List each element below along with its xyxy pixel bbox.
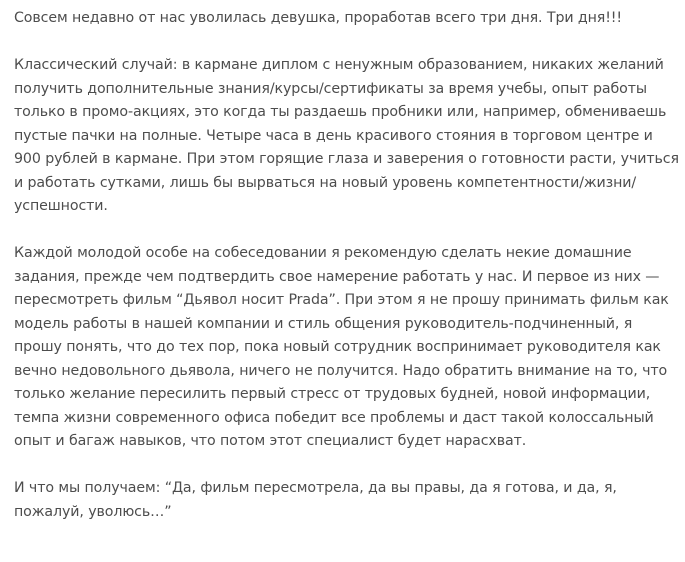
paragraph-intro — [14, 7, 678, 31]
text-line: опыт и багаж навыков, что потом этот специалист будет нарасхват. — [14, 433, 527, 449]
text-line: Каждой молодой особе на собеседовании я рекомендую сделать некие домашние — [14, 245, 632, 261]
text-line: Классический случай: в кармане диплом с ненужным образованием, никаких желаний — [14, 57, 664, 73]
text-line: темпа жизни современного офиса победит все проблемы и даст такой колоссальный — [14, 409, 654, 426]
text-line: только желание пересилить первый стресс от трудовых будней, новой информации, — [14, 386, 651, 402]
paragraph-classic-case — [14, 54, 678, 219]
text-line: прошу понять, что до тех пор, пока новый сотрудник воспринимает руководителя как — [14, 339, 661, 355]
text-line: и работать сутками, лишь бы вырваться на новый уровень компетентности/жизни/ — [14, 174, 637, 191]
text-line: 900 рублей в кармане. При этом горящие глаза и заверения о готовности расти, учиться — [14, 151, 679, 167]
text-line: пустые пачки на полные. Четыре часа в день красивого стояния в торговом центре и — [14, 127, 653, 144]
paragraph-conclusion — [14, 477, 678, 524]
text-line: Совсем недавно от нас уволилась девушка, проработав всего три дня. Три дня!!! — [14, 10, 622, 26]
text-line: только в промо-акциях, это когда ты раздаешь пробники или, например, обмениваешь — [14, 104, 667, 120]
text-line: И что мы получаем: “Да, фильм пересмотрела, да вы правы, да я готова, и да, я, — [14, 480, 617, 496]
paragraph-interview-advice — [14, 242, 678, 454]
text-line: модель работы в нашей компании и стиль общения руководитель-подчиненный, я — [14, 315, 633, 332]
text-line: вечно недовольного дьявола, ничего не получится. Надо обратить внимание на то, что — [14, 362, 668, 379]
article-body — [14, 7, 678, 524]
text-line: успешности. — [14, 198, 108, 214]
text-line: получить дополнительные знания/курсы/сертификаты за время учебы, опыт работы — [14, 80, 647, 97]
text-line: пожалуй, уволюсь…” — [14, 503, 172, 520]
text-line: задания, прежде чем подтвердить свое намерение работать у нас. И первое из них — — [14, 268, 660, 285]
text-line: пересмотреть фильм “Дьявол носит Prada”. При этом я не прошу принимать фильм как — [14, 292, 669, 308]
